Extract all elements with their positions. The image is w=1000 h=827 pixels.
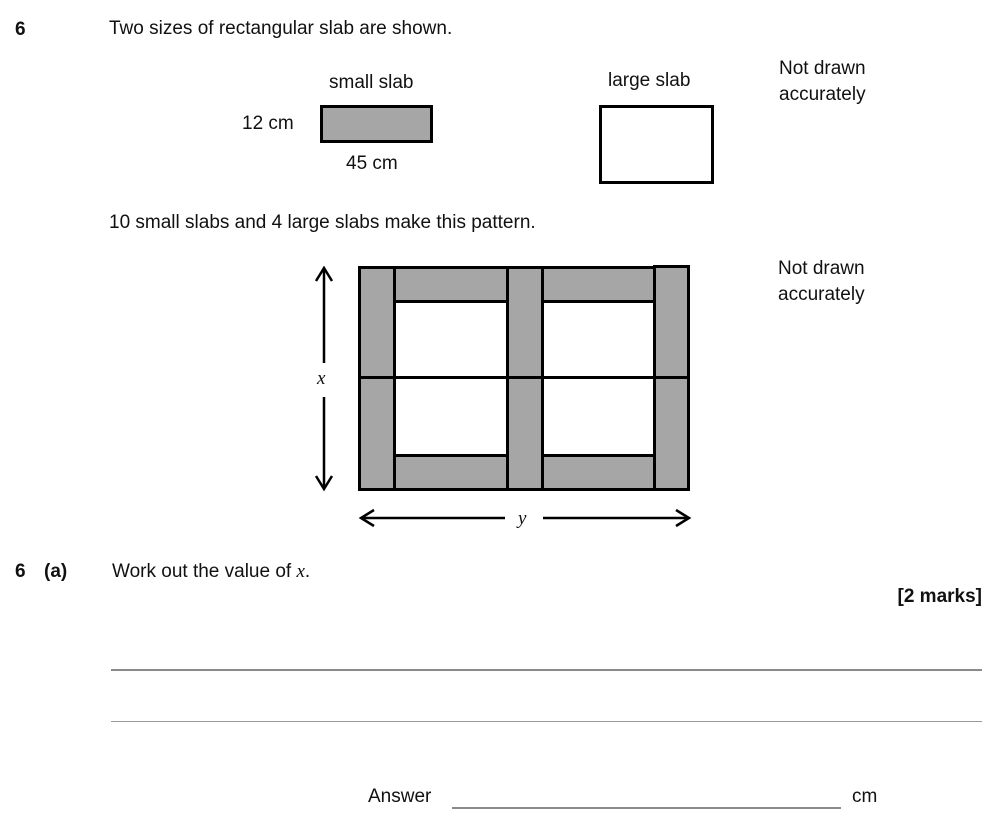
- large-slab-label: large slab: [608, 70, 691, 91]
- question-intro: Two sizes of rectangular slab are shown.: [109, 18, 453, 39]
- part-a-prompt-variable: x: [296, 561, 305, 582]
- part-a-label: (a): [44, 561, 68, 582]
- not-drawn-note-1-line2: accurately: [779, 84, 866, 105]
- y-dimension-label: y: [518, 508, 527, 529]
- answer-label: Answer: [368, 786, 432, 807]
- part-a-prompt: [112, 562, 310, 581]
- working-line-2[interactable]: [111, 721, 982, 722]
- part-a-prompt-suffix: .: [304, 561, 311, 582]
- not-drawn-note-2-line2: accurately: [778, 284, 865, 305]
- pattern-description: 10 small slabs and 4 large slabs make this pattern.: [109, 212, 536, 233]
- not-drawn-note-1-line1: Not drawn: [779, 58, 866, 79]
- small-slab-height-label: 12 cm: [242, 113, 294, 134]
- answer-unit: cm: [852, 786, 878, 807]
- marks-label: [2 marks]: [897, 586, 982, 607]
- not-drawn-note-2-line1: Not drawn: [778, 258, 865, 279]
- working-line-1[interactable]: [111, 669, 982, 671]
- part-a-prompt-text: Work out the value of: [112, 561, 297, 582]
- question-number: 6: [15, 19, 26, 40]
- part-a-question-number: 6: [15, 561, 26, 582]
- small-slab-label: small slab: [329, 72, 414, 93]
- small-slab-width-label: 45 cm: [346, 153, 398, 174]
- x-dimension-label: x: [317, 368, 326, 389]
- answer-input[interactable]: [452, 786, 841, 809]
